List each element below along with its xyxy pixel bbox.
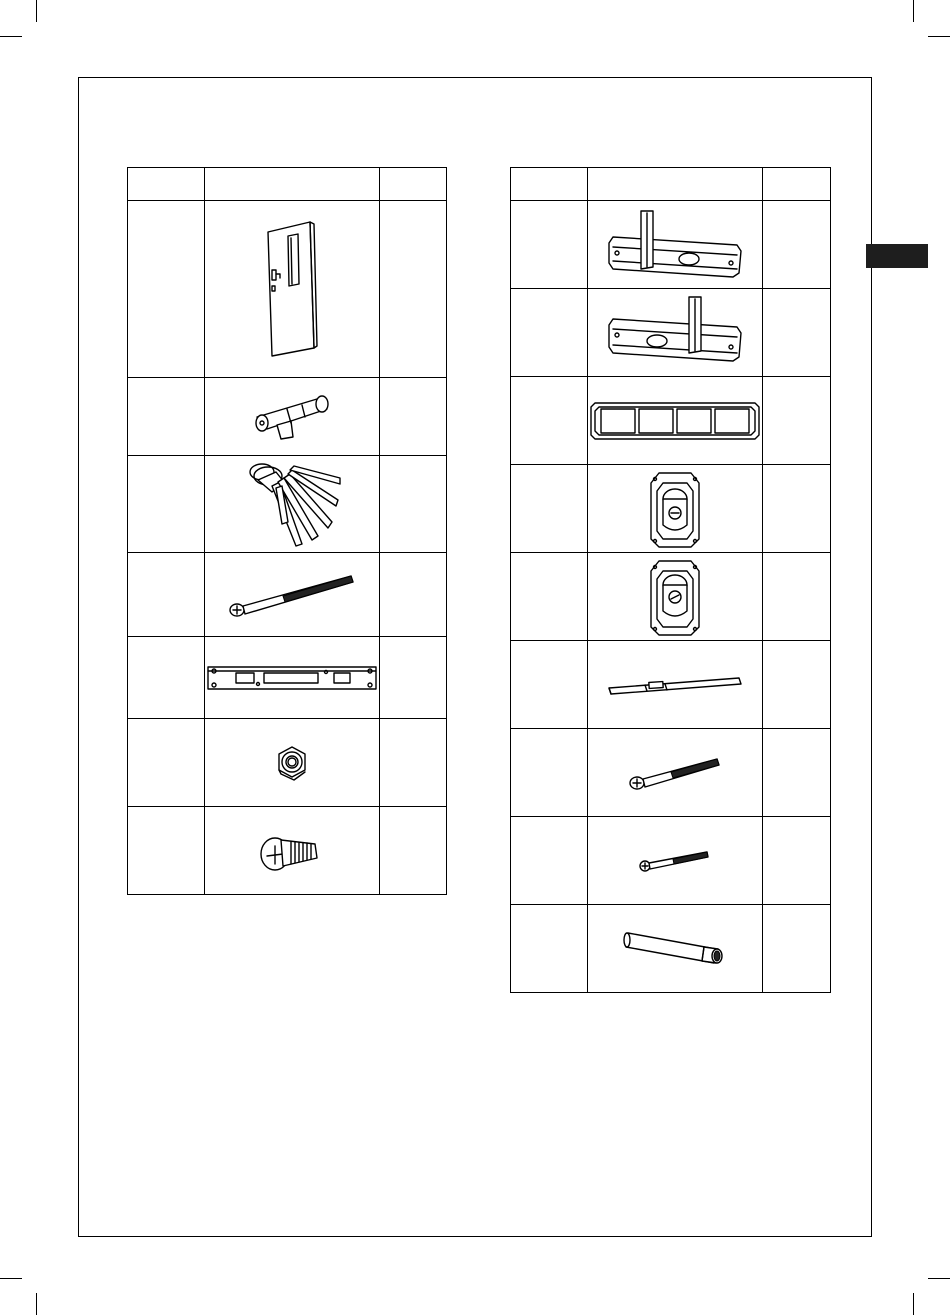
image-cell [205, 637, 380, 719]
short-screw-icon [637, 846, 713, 876]
countersunk-screw-icon [257, 826, 327, 876]
qty-cell [380, 456, 447, 553]
ref-cell [128, 637, 205, 719]
hex-nut-icon [272, 743, 312, 783]
parts-table-right [510, 167, 831, 993]
table-row [128, 553, 447, 637]
table-row [511, 377, 831, 465]
qty-cell [763, 817, 831, 905]
image-cell [588, 641, 763, 729]
ref-cell [511, 817, 588, 905]
spindle-bar-icon [605, 670, 745, 700]
gasket-frame-icon [589, 399, 761, 443]
header-image [205, 168, 380, 201]
qty-cell [763, 377, 831, 465]
table-row [511, 817, 831, 905]
image-cell [588, 465, 763, 553]
image-cell [588, 905, 763, 993]
table-row [128, 201, 447, 378]
table-row [128, 719, 447, 807]
handle-plate-left-icon [605, 207, 745, 283]
qty-cell [763, 553, 831, 641]
table-header-row [511, 168, 831, 201]
crop-mark [0, 1278, 22, 1279]
image-cell [588, 289, 763, 377]
table-row [511, 553, 831, 641]
qty-cell [380, 719, 447, 807]
key-set-icon [232, 458, 352, 550]
crop-mark [913, 1293, 914, 1315]
ref-cell [128, 719, 205, 807]
header-ref [128, 168, 205, 201]
strike-plate-icon [206, 663, 378, 693]
header-qty [763, 168, 831, 201]
image-cell [205, 378, 380, 456]
door-panel-icon [262, 214, 322, 364]
image-cell [205, 719, 380, 807]
image-cell [205, 807, 380, 895]
qty-cell [763, 729, 831, 817]
crop-mark [36, 1293, 37, 1315]
header-qty [380, 168, 447, 201]
crop-mark [928, 36, 950, 37]
ref-cell [128, 201, 205, 378]
image-cell [205, 201, 380, 378]
image-cell [588, 201, 763, 289]
image-cell [588, 377, 763, 465]
ref-cell [511, 729, 588, 817]
image-cell [205, 553, 380, 637]
crop-mark [928, 1278, 950, 1279]
qty-cell [380, 378, 447, 456]
ref-cell [128, 456, 205, 553]
table-row [511, 729, 831, 817]
ref-cell [128, 807, 205, 895]
ref-cell [511, 377, 588, 465]
ref-cell [511, 201, 588, 289]
ref-cell [128, 378, 205, 456]
image-cell [588, 553, 763, 641]
ref-cell [511, 641, 588, 729]
table-row [128, 456, 447, 553]
table-row [128, 807, 447, 895]
crop-mark [0, 36, 22, 37]
table-header-row [128, 168, 447, 201]
lock-cylinder-icon [247, 387, 337, 447]
ref-cell [511, 553, 588, 641]
long-bolt-screw-icon [227, 570, 357, 620]
tube-spacer-icon [620, 927, 730, 971]
ref-cell [511, 289, 588, 377]
crop-mark [36, 0, 37, 22]
qty-cell [763, 905, 831, 993]
crop-mark [913, 0, 914, 22]
handle-plate-right-icon [605, 295, 745, 371]
table-row [128, 378, 447, 456]
escutcheon-back-icon [645, 557, 705, 637]
qty-cell [763, 201, 831, 289]
table-row [511, 465, 831, 553]
header-ref [511, 168, 588, 201]
qty-cell [380, 807, 447, 895]
table-row [511, 905, 831, 993]
ref-cell [128, 553, 205, 637]
ref-cell [511, 465, 588, 553]
ref-cell [511, 905, 588, 993]
parts-table-left [127, 167, 447, 895]
table-row [128, 637, 447, 719]
escutcheon-front-icon [645, 469, 705, 549]
image-cell [205, 456, 380, 553]
image-cell [588, 817, 763, 905]
table-row [511, 201, 831, 289]
qty-cell [380, 553, 447, 637]
image-cell [588, 729, 763, 817]
qty-cell [380, 637, 447, 719]
table-row [511, 641, 831, 729]
header-image [588, 168, 763, 201]
qty-cell [763, 641, 831, 729]
qty-cell [380, 201, 447, 378]
qty-cell [763, 465, 831, 553]
section-tab [866, 244, 928, 268]
table-row [511, 289, 831, 377]
qty-cell [763, 289, 831, 377]
medium-screw-icon [627, 753, 723, 793]
